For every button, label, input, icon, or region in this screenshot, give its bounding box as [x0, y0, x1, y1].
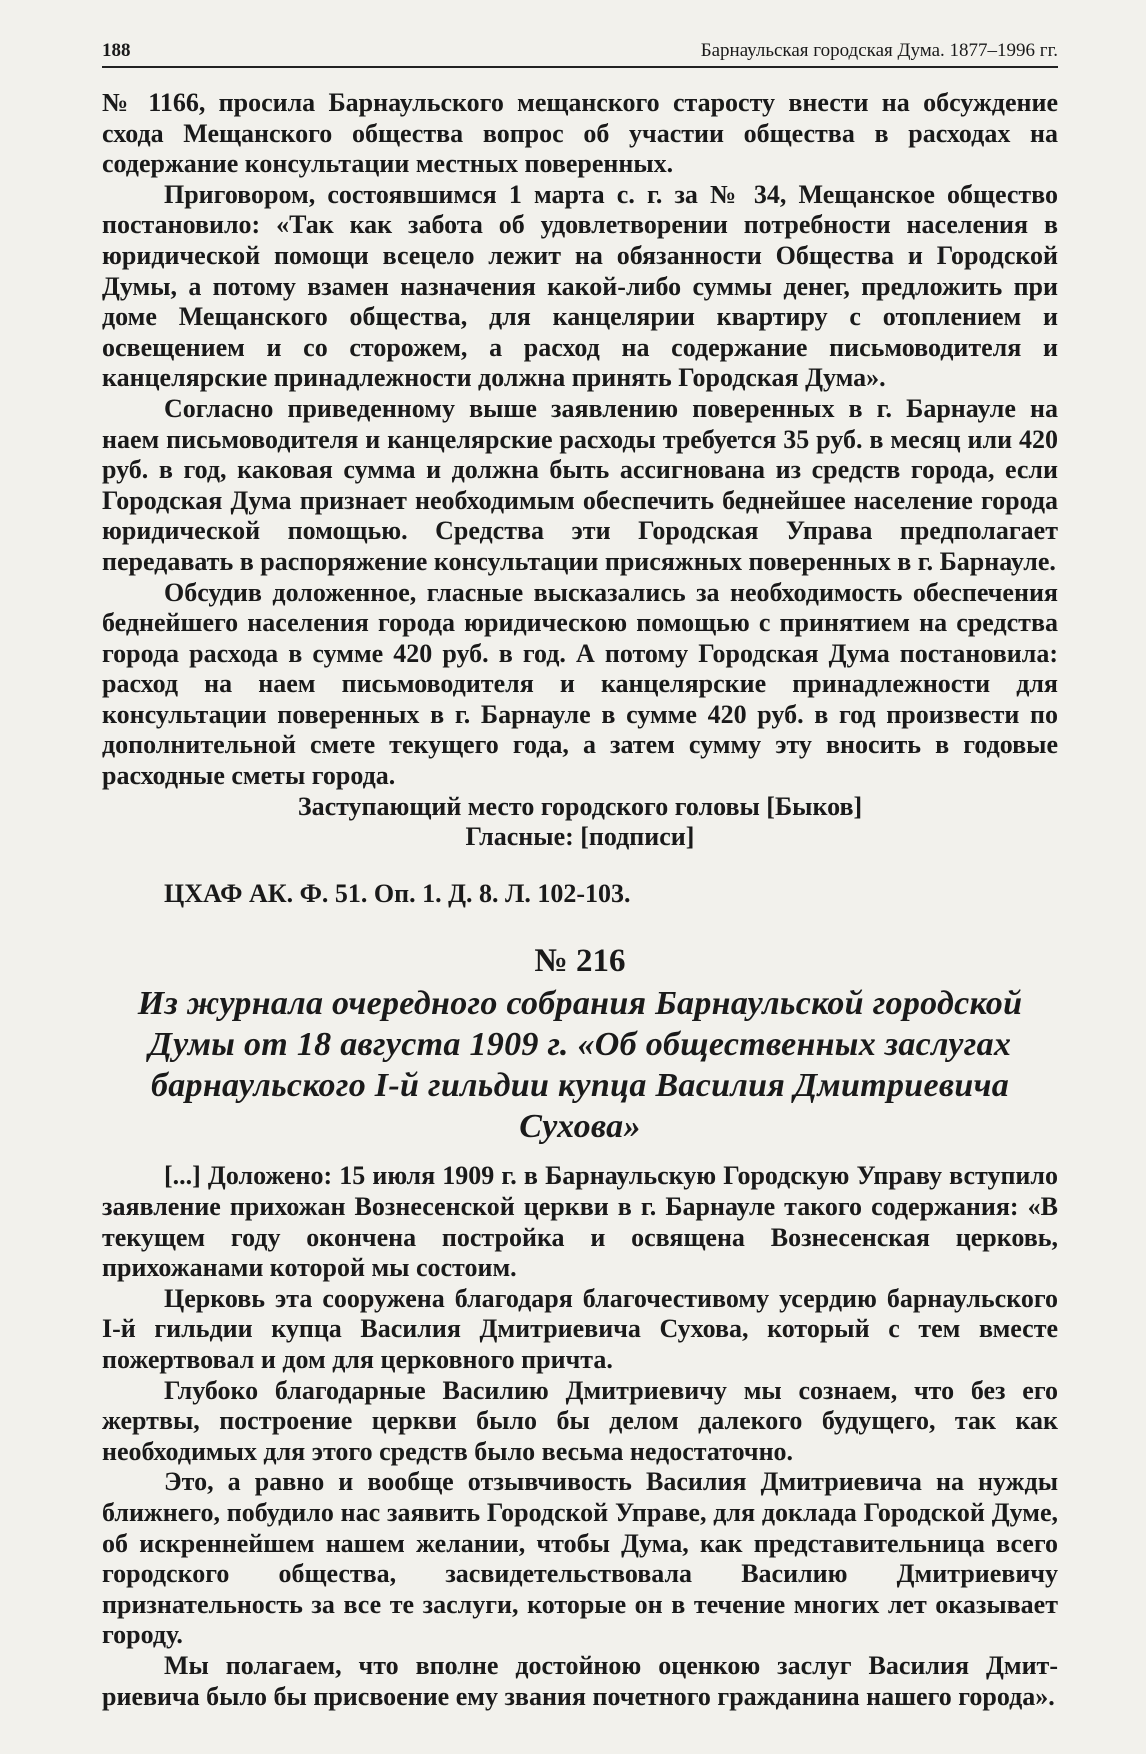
paragraph: Мы полагаем, что вполне достойною оценкою заслуг Василия Дмитриевича было бы присвоение ему звания почетного гражданина нашего города».	[102, 1650, 1058, 1711]
paragraph: № 1166, просила Барнаульского мещанского старосту внести на обсуждение схода Мещанского общества вопрос об участии общества в расходах на содержание консультации местных поверенных.	[102, 88, 1058, 179]
signature-line-2: Гласные: [подписи]	[465, 822, 695, 852]
paragraph: Согласно приведенному выше заявлению поверенных в г. Барнауле на наем письмоводителя и канцелярские расходы требуется 35 руб. в месяц или 420 руб. в год, каковая сумма и должна быть ассигнована из средств города, если Городская Дума признает необходимым обеспечить беднейшее население города юридической помощью. Средства эти Городская Управа предполагает передавать в распоряжение консультации присяжных поверенных в г. Барнауле.	[102, 393, 1058, 576]
book-title: Барнаульская городская Дума. 1877–1996 гг.	[700, 40, 1058, 61]
paragraph: Церковь эта сооружена благодаря благочестивому усердию барнаульского I-й гильдии купца Василия Дмитриевича Сухова, который с тем вместе пожертвовал и дом для церковного причта.	[102, 1283, 1058, 1374]
document-number: № 216	[534, 943, 626, 980]
document-heading: Из журнала очередного собрания Барнаульской городской Думы от 18 августа 1909 г. «Об общественных заслугах барнаульского I-й гильдии купца Василия Дмитриевича Сухова»	[137, 985, 1023, 1146]
paragraph: [...] Доложено: 15 июля 1909 г. в Барнаульскую Городскую Управу вступило заявление прихожан Вознесенской церкви в г. Барнауле такого содержания: «В текущем году окончена постройка и освящена Вознесенская церковь, прихожанами которой мы состоим.	[102, 1161, 1058, 1283]
archive-reference: ЦХАФ АК. Ф. 51. Оп. 1. Д. 8. Л. 102-103.	[164, 878, 631, 908]
page-number: 188	[102, 40, 131, 61]
running-head	[102, 40, 1058, 68]
paragraph: Это, а равно и вообще отзывчивость Василия Дмитриевича на нужды ближнего, побудило нас заявить Городской Управе, для доклада Городской Думе, об искреннейшем нашем желании, чтобы Дума, как представительница всего городского общества, засвидетельствовала Василию Дмитриевичу признательность за все те заслуги, которые он в течение многих лет оказывает городу.	[102, 1467, 1058, 1650]
signature-line-1: Заступающий место городского головы [Быков]	[297, 791, 863, 821]
paragraph: Глубоко благодарные Василию Дмитриевичу мы сознаем, что без его жертвы, построение церкви было бы делом далекого будущего, так как необходимых для этого средств было весьма недостаточно.	[102, 1375, 1058, 1466]
paragraph: Обсудив доложенное, гласные высказались за необходимость обеспечения беднейшего населения города юридическою помощью с принятием на средства города расхода в сумме 420 руб. в год. А потому Городская Дума постановила: расход на наем письмоводителя и канцелярские принадлежности для консультации поверенных в г. Барнауле в сумме 420 руб. в год произвести по дополнительной смете текущего года, а затем сумму эту вносить в годовые расходные сметы города.	[102, 577, 1058, 791]
paragraph: Приговором, состоявшимся 1 марта с. г. за № 34, Мещанское общество постановило: «Так как забота об удовлетворении потребности населения в юридической помощи всецело лежит на обязанности Общества и Городской Думы, а потому взамен назначения какой-либо суммы денег, предложить при доме Мещанского общества, для канцелярии квартиру с отоплением и освещением и со сторожем, а расход на содержание письмоводителя и канцелярские принадлежности должна принять Городская Дума».	[102, 179, 1058, 393]
body-text-top	[102, 88, 1058, 792]
body-text-bottom	[102, 1161, 1058, 1712]
